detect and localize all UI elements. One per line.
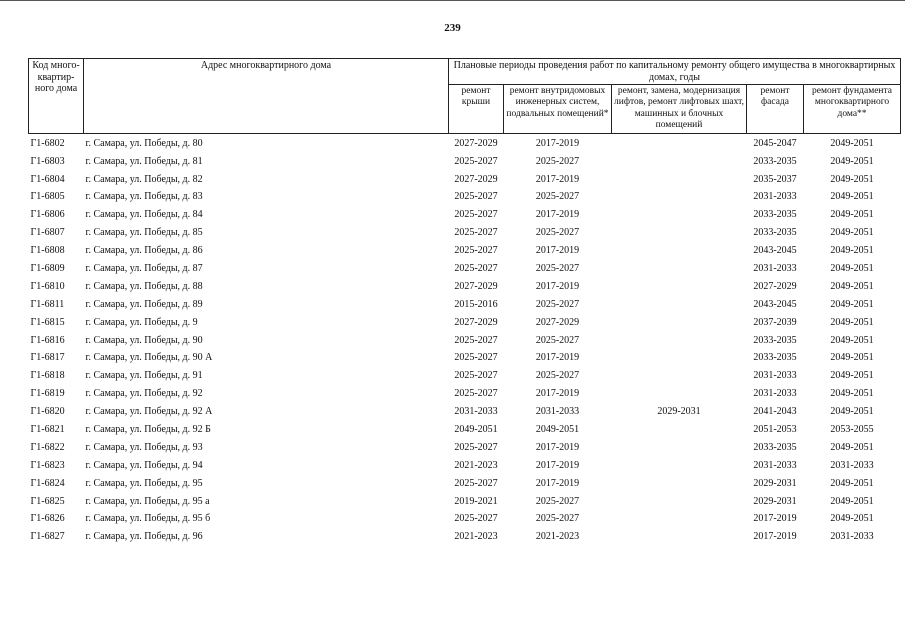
table-row <box>29 296 901 314</box>
elevators-period-cell <box>612 278 747 296</box>
elevators-period-cell <box>612 439 747 457</box>
elevators-period-cell <box>612 313 747 331</box>
roof-period-cell: 2015-2016 <box>454 298 498 310</box>
table-row <box>29 474 901 492</box>
facade-period-cell: 2035-2037 <box>753 173 797 185</box>
foundation-period-cell: 2049-2051 <box>830 227 874 239</box>
engineering-period-cell: 2025-2027 <box>535 513 580 525</box>
facade-period-cell: 2033-2035 <box>753 155 797 167</box>
house-code-cell: Г1-6804 <box>30 173 65 185</box>
elevators-period-cell <box>612 474 747 492</box>
table-row <box>29 439 901 457</box>
table-row <box>29 152 901 170</box>
engineering-period-cell: 2031-2033 <box>535 406 580 418</box>
table-row <box>29 528 901 546</box>
engineering-period-cell: 2017-2019 <box>535 209 580 221</box>
address-cell: г. Самара, ул. Победы, д. 83 <box>85 191 203 203</box>
roof-period-cell: 2025-2027 <box>454 441 498 453</box>
address-cell: г. Самара, ул. Победы, д. 96 <box>85 531 203 543</box>
house-code-cell: Г1-6802 <box>30 137 65 149</box>
address-cell: г. Самара, ул. Победы, д. 9 <box>85 316 198 328</box>
elevators-period-cell <box>612 331 747 349</box>
address-cell: г. Самара, ул. Победы, д. 88 <box>85 280 203 292</box>
foundation-period-cell: 2049-2051 <box>830 173 874 185</box>
house-code-cell: Г1-6818 <box>30 370 65 382</box>
engineering-period-cell: 2017-2019 <box>535 137 580 149</box>
elevators-period-cell <box>612 152 747 170</box>
header-engineering: ремонт внутридомовых инженерных систем, подвальных помещений* <box>504 85 612 134</box>
table-row <box>29 457 901 475</box>
engineering-period-cell: 2027-2029 <box>535 316 580 328</box>
house-code-cell: Г1-6806 <box>30 209 65 221</box>
house-code-cell: Г1-6819 <box>30 388 65 400</box>
address-cell: г. Самара, ул. Победы, д. 90 <box>85 334 203 346</box>
elevators-period-cell <box>612 296 747 314</box>
header-periods-group: Плановые периоды проведения работ по капитальному ремонту общего имущества в многоквартирных домах, годы <box>449 59 901 85</box>
foundation-period-cell: 2049-2051 <box>830 388 874 400</box>
engineering-period-cell: 2017-2019 <box>535 388 580 400</box>
house-code-cell: Г1-6808 <box>30 245 65 257</box>
page-number: 239 <box>444 22 461 34</box>
roof-period-cell: 2019-2021 <box>454 495 498 507</box>
engineering-period-cell: 2025-2027 <box>535 334 580 346</box>
engineering-period-cell: 2017-2019 <box>535 441 580 453</box>
roof-period-cell: 2025-2027 <box>454 245 498 257</box>
header-roof: ремонт крыши <box>449 85 504 134</box>
table-row <box>29 331 901 349</box>
house-code-cell: Г1-6825 <box>30 495 65 507</box>
table-row <box>29 367 901 385</box>
house-code-cell: Г1-6827 <box>30 531 65 543</box>
address-cell: г. Самара, ул. Победы, д. 89 <box>85 298 203 310</box>
engineering-period-cell: 2025-2027 <box>535 191 580 203</box>
header-facade: ремонт фасада <box>747 85 804 134</box>
facade-period-cell: 2033-2035 <box>753 334 797 346</box>
roof-period-cell: 2025-2027 <box>454 191 498 203</box>
facade-period-cell: 2029-2031 <box>753 477 797 489</box>
address-cell: г. Самара, ул. Победы, д. 91 <box>85 370 203 382</box>
elevators-period-cell <box>612 188 747 206</box>
roof-period-cell: 2021-2023 <box>454 459 498 471</box>
facade-period-cell: 2027-2029 <box>753 280 797 292</box>
table-row <box>29 349 901 367</box>
table-row <box>29 170 901 188</box>
facade-period-cell: 2033-2035 <box>753 209 797 221</box>
header-elevators: ремонт, замена, модернизация лифтов, ремонт лифтовых шахт, машинных и блочных помещений <box>612 85 747 134</box>
engineering-period-cell: 2025-2027 <box>535 495 580 507</box>
address-cell: г. Самара, ул. Победы, д. 92 Б <box>85 424 211 435</box>
roof-period-cell: 2025-2027 <box>454 370 498 382</box>
table-row <box>29 313 901 331</box>
elevators-period-cell <box>612 492 747 510</box>
facade-period-cell: 2029-2031 <box>753 495 797 507</box>
address-cell: г. Самара, ул. Победы, д. 94 <box>85 459 203 471</box>
foundation-period-cell: 2049-2051 <box>830 262 874 274</box>
roof-period-cell: 2021-2023 <box>454 531 498 543</box>
address-cell: г. Самара, ул. Победы, д. 95 а <box>85 495 210 507</box>
address-cell: г. Самара, ул. Победы, д. 95 б <box>85 513 211 525</box>
house-code-cell: Г1-6822 <box>30 441 65 453</box>
house-code-cell: Г1-6821 <box>30 424 65 435</box>
header-address: Адрес многоквартирного дома <box>84 59 449 134</box>
address-cell: г. Самара, ул. Победы, д. 86 <box>85 245 203 257</box>
table-row <box>29 278 901 296</box>
engineering-period-cell: 2017-2019 <box>535 173 580 185</box>
roof-period-cell: 2025-2027 <box>454 388 498 400</box>
roof-period-cell: 2025-2027 <box>454 352 498 364</box>
facade-period-cell: 2043-2045 <box>753 298 797 310</box>
elevators-period-cell <box>612 349 747 367</box>
foundation-period-cell: 2049-2051 <box>830 155 874 167</box>
foundation-period-cell: 2049-2051 <box>830 495 874 507</box>
roof-period-cell: 2025-2027 <box>454 155 498 167</box>
table-body <box>29 133 901 546</box>
foundation-period-cell: 2049-2051 <box>830 137 874 149</box>
table-row <box>29 188 901 206</box>
engineering-period-cell: 2025-2027 <box>535 298 580 310</box>
engineering-period-cell: 2021-2023 <box>535 531 580 543</box>
roof-period-cell: 2025-2027 <box>454 477 498 489</box>
elevators-period-cell <box>612 206 747 224</box>
house-code-cell: Г1-6803 <box>30 155 65 167</box>
table-row <box>29 403 901 421</box>
foundation-period-cell: 2049-2051 <box>830 477 874 489</box>
facade-period-cell: 2031-2033 <box>753 370 797 382</box>
table-row <box>29 260 901 278</box>
elevators-period-cell <box>612 170 747 188</box>
table-row <box>29 421 901 439</box>
elevators-period-cell: 2029-2031 <box>657 406 701 418</box>
facade-period-cell: 2031-2033 <box>753 388 797 400</box>
foundation-period-cell: 2049-2051 <box>830 370 874 382</box>
elevators-period-cell <box>612 367 747 385</box>
foundation-period-cell: 2049-2051 <box>830 245 874 257</box>
engineering-period-cell: 2017-2019 <box>535 352 580 364</box>
facade-period-cell: 2031-2033 <box>753 191 797 203</box>
roof-period-cell: 2025-2027 <box>454 209 498 221</box>
engineering-period-cell: 2025-2027 <box>535 227 580 239</box>
header-foundation: ремонт фундамента многоквартирного дома** <box>804 85 901 134</box>
facade-period-cell: 2033-2035 <box>753 352 797 364</box>
engineering-period-cell: 2049-2051 <box>535 424 580 435</box>
house-code-cell: Г1-6807 <box>30 227 65 239</box>
elevators-period-cell <box>612 260 747 278</box>
address-cell: г. Самара, ул. Победы, д. 93 <box>85 441 203 453</box>
foundation-period-cell: 2049-2051 <box>830 352 874 364</box>
foundation-period-cell: 2049-2051 <box>830 513 874 525</box>
elevators-period-cell <box>612 528 747 546</box>
house-code-cell: Г1-6820 <box>30 406 65 418</box>
roof-period-cell: 2025-2027 <box>454 227 498 239</box>
address-cell: г. Самара, ул. Победы, д. 82 <box>85 173 203 185</box>
page-top-edge <box>0 0 905 1</box>
engineering-period-cell: 2025-2027 <box>535 155 580 167</box>
facade-period-cell: 2031-2033 <box>753 262 797 274</box>
table-row <box>29 224 901 242</box>
roof-period-cell: 2025-2027 <box>454 262 498 274</box>
address-cell: г. Самара, ул. Победы, д. 92 <box>85 388 203 400</box>
roof-period-cell: 2027-2029 <box>454 173 498 185</box>
repair-schedule-table <box>28 58 901 546</box>
foundation-period-cell: 2049-2051 <box>830 406 874 418</box>
engineering-period-cell: 2017-2019 <box>535 245 580 257</box>
foundation-period-cell: 2053-2055 <box>830 424 874 435</box>
address-cell: г. Самара, ул. Победы, д. 92 А <box>85 406 213 418</box>
facade-period-cell: 2041-2043 <box>753 406 797 418</box>
roof-period-cell: 2025-2027 <box>454 334 498 346</box>
roof-period-cell: 2031-2033 <box>454 406 498 418</box>
elevators-period-cell <box>612 242 747 260</box>
foundation-period-cell: 2049-2051 <box>830 280 874 292</box>
engineering-period-cell: 2017-2019 <box>535 280 580 292</box>
roof-period-cell: 2027-2029 <box>454 137 498 149</box>
elevators-period-cell <box>612 133 747 152</box>
foundation-period-cell: 2031-2033 <box>830 459 874 471</box>
engineering-period-cell: 2017-2019 <box>535 459 580 471</box>
facade-period-cell: 2031-2033 <box>753 459 797 471</box>
address-cell: г. Самара, ул. Победы, д. 90 А <box>85 352 213 364</box>
table-row <box>29 133 901 152</box>
foundation-period-cell: 2049-2051 <box>830 191 874 203</box>
header-code: Код много-квартир-ного дома <box>29 59 84 134</box>
house-code-cell: Г1-6810 <box>30 280 65 292</box>
facade-period-cell: 2017-2019 <box>753 531 797 543</box>
facade-period-cell: 2043-2045 <box>753 245 797 257</box>
address-cell: г. Самара, ул. Победы, д. 85 <box>85 227 203 239</box>
house-code-cell: Г1-6805 <box>30 191 65 203</box>
foundation-period-cell: 2049-2051 <box>830 441 874 453</box>
roof-period-cell: 2049-2051 <box>454 424 498 435</box>
address-cell: г. Самара, ул. Победы, д. 84 <box>85 209 203 221</box>
foundation-period-cell: 2049-2051 <box>830 298 874 310</box>
house-code-cell: Г1-6816 <box>30 334 65 346</box>
table-row <box>29 206 901 224</box>
facade-period-cell: 2051-2053 <box>753 424 797 435</box>
address-cell: г. Самара, ул. Победы, д. 95 <box>85 477 203 489</box>
engineering-period-cell: 2025-2027 <box>535 262 580 274</box>
house-code-cell: Г1-6809 <box>30 262 65 274</box>
facade-period-cell: 2033-2035 <box>753 441 797 453</box>
facade-period-cell: 2017-2019 <box>753 513 797 525</box>
foundation-period-cell: 2049-2051 <box>830 209 874 221</box>
address-cell: г. Самара, ул. Победы, д. 87 <box>85 262 203 274</box>
roof-period-cell: 2027-2029 <box>454 280 498 292</box>
elevators-period-cell <box>612 457 747 475</box>
house-code-cell: Г1-6826 <box>30 513 65 525</box>
elevators-period-cell <box>612 224 747 242</box>
facade-period-cell: 2037-2039 <box>753 316 797 328</box>
foundation-period-cell: 2049-2051 <box>830 334 874 346</box>
foundation-period-cell: 2031-2033 <box>830 531 874 543</box>
house-code-cell: Г1-6817 <box>30 352 65 364</box>
house-code-cell: Г1-6811 <box>30 298 65 310</box>
address-cell: г. Самара, ул. Победы, д. 81 <box>85 155 203 167</box>
table-row <box>29 492 901 510</box>
engineering-period-cell: 2025-2027 <box>535 370 580 382</box>
facade-period-cell: 2045-2047 <box>753 137 797 149</box>
table-row <box>29 510 901 528</box>
table-row <box>29 242 901 260</box>
roof-period-cell: 2025-2027 <box>454 513 498 525</box>
house-code-cell: Г1-6815 <box>30 316 65 328</box>
engineering-period-cell: 2017-2019 <box>535 477 580 489</box>
elevators-period-cell <box>612 510 747 528</box>
house-code-cell: Г1-6824 <box>30 477 65 489</box>
roof-period-cell: 2027-2029 <box>454 316 498 328</box>
elevators-period-cell <box>612 385 747 403</box>
house-code-cell: Г1-6823 <box>30 459 65 471</box>
address-cell: г. Самара, ул. Победы, д. 80 <box>85 137 203 149</box>
foundation-period-cell: 2049-2051 <box>830 316 874 328</box>
elevators-period-cell <box>612 421 747 439</box>
facade-period-cell: 2033-2035 <box>753 227 797 239</box>
table-row <box>29 385 901 403</box>
